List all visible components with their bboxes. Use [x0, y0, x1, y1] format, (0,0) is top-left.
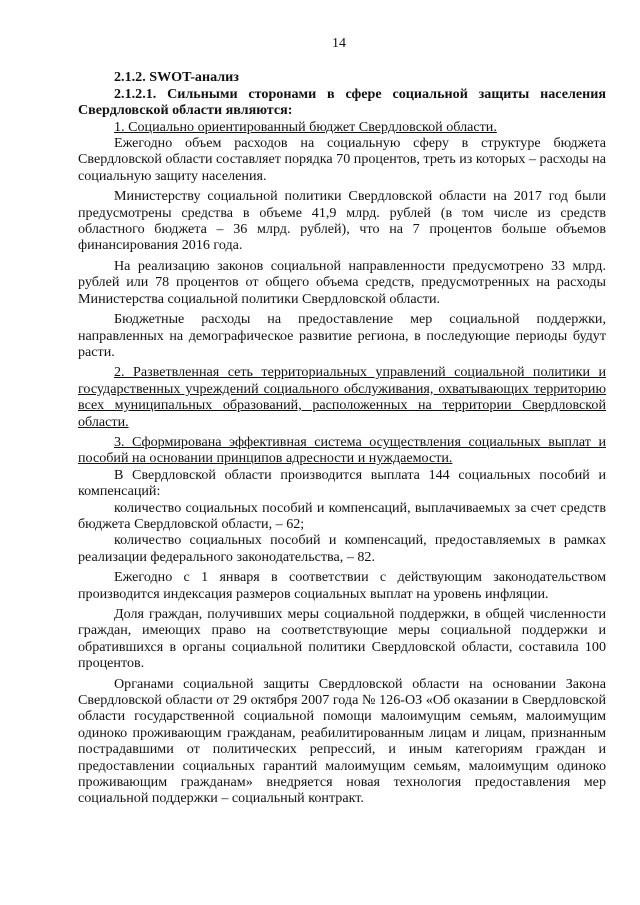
list-item: количество социальных пособий и компенсаций, выплачиваемых за счет средств бюджета Свердловской области, – 62; [78, 499, 606, 532]
paragraph: На реализацию законов социальной направленности предусмотрено 33 млрд. рублей или 78 процентов от общего объема средств, предусмотренных на расходы Министерства социальной политики Свердловской области. [78, 257, 606, 307]
paragraph: Доля граждан, получивших меры социальной поддержки, в общей численности граждан, имеющих право на соответствующие меры социальной поддержки и обратившихся в органы социальной политики Свердловской области, составила 100 процентов. [78, 606, 606, 672]
list-item: количество социальных пособий и компенсаций, предоставляемых в рамках реализации федерального законодательства, – 82. [78, 532, 606, 565]
subsection-heading: 2.1.2.1. Сильными сторонами в сфере социальной защиты населения Свердловской области являются: [78, 85, 606, 119]
paragraph: Ежегодно объем расходов на социальную сферу в структуре бюджета Свердловской области составляет порядка 70 процентов, треть из которых – расходы на социальную защиту населения. [78, 135, 607, 184]
document-page [78, 36, 606, 807]
item-heading-3: 3. Сформирована эффективная система осуществления социальных выплат и пособий на основании принципов адресности и нуждаемости. [78, 433, 606, 467]
item-heading-1: 1. Социально ориентированный бюджет Свердловской области. [114, 118, 497, 135]
page-number: 14 [332, 36, 346, 51]
paragraph: Ежегодно с 1 января в соответствии с действующим законодательством производится индексация размеров социальных выплат на уровень инфляции. [78, 569, 606, 602]
section-heading: 2.1.2. SWOT-анализ [114, 69, 239, 86]
paragraph: Органами социальной защиты Свердловской области на основании Закона Свердловской области от 29 октября 2007 года № 126-ОЗ «Об оказании в Свердловской области государственной социальной помощи малоимущим семьям, малоимущим одиноко проживающим гражданам, реабилитированным лицам и лицам, признанным пострадавшими от политических репрессий, и иным категориям граждан и предоставлении социальных гарантий малоимущим семьям, малоимущим одиноко проживающим гражданам» внедряется новая технология предоставления мер социальной поддержки – социальный контракт. [78, 675, 606, 807]
paragraph: Министерству социальной политики Свердловской области на 2017 год были предусмотрены средства в объеме 41,9 млрд. рублей (в том числе из средств областного бюджета – 36 млрд. рублей), что на 7 процентов больше объемов финансирования 2016 года. [78, 188, 606, 254]
item-heading-2: 2. Разветвленная сеть территориальных управлений социальной политики и государственных учреждений социального обслуживания, охватывающих территорию всех муниципальных образований, расположенных на территории Свердловской области. [78, 364, 606, 430]
paragraph: Бюджетные расходы на предоставление мер социальной поддержки, направленных на демографическое развитие региона, в последующие периоды будут расти. [78, 311, 606, 360]
paragraph: В Свердловской области производится выплата 144 социальных пособий и компенсаций: [78, 466, 606, 500]
